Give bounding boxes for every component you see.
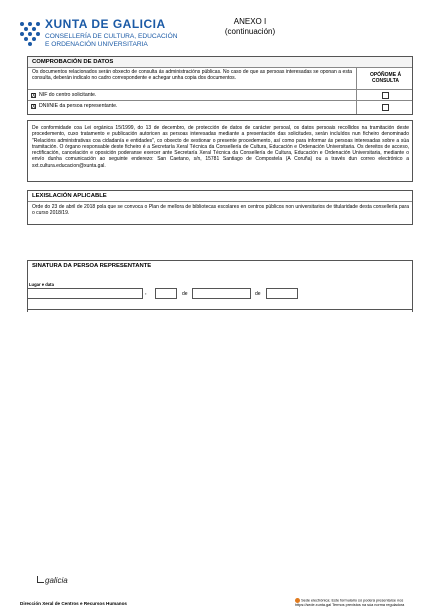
check-row-label: DNI/NIE da persoa representante. bbox=[39, 103, 118, 109]
org-line-2: E ORDENACIÓN UNIVERSITARIA bbox=[45, 41, 148, 48]
data-check-section bbox=[27, 56, 413, 115]
checked-mark[interactable]: X bbox=[32, 104, 36, 110]
place-input[interactable] bbox=[27, 288, 143, 299]
comma-separator: , bbox=[145, 290, 147, 296]
de-separator-2: de bbox=[255, 291, 261, 297]
oppose-checkbox-dni[interactable] bbox=[382, 104, 389, 111]
day-input[interactable] bbox=[155, 288, 177, 299]
galicia-logo bbox=[37, 576, 68, 585]
section-title: LEXISLACIÓN APLICABLE bbox=[28, 191, 412, 202]
data-check-intro: Os documentos relacionados serán obxecto de consulta ás administracións públicas. No caso de que as persoas interesadas se oponan a esta consulta, deberán indicalo no cadro correspondente e achegar unha copia dos documentos. bbox=[32, 69, 352, 82]
de-separator-1: de bbox=[182, 291, 188, 297]
footer-note-line-2: https://sede.xunta.gal Termos previstos na súa norma reguladora bbox=[295, 603, 405, 607]
annex-title: ANEXO I bbox=[233, 17, 267, 26]
section-title: COMPROBACIÓN DE DATOS bbox=[28, 57, 412, 68]
signature-frame bbox=[27, 260, 413, 310]
org-line-1: CONSELLERÍA DE CULTURA, EDUCACIÓN bbox=[45, 33, 178, 40]
place-date-label: Lugar e data bbox=[29, 282, 54, 287]
oppose-column-header: OPÓÑOME Á CONSULTA bbox=[369, 72, 402, 84]
xunta-logo-icon bbox=[18, 20, 42, 46]
org-title: XUNTA DE GALICIA bbox=[45, 17, 166, 31]
footer-note-line-1: Sede electrónica: Este formulario só poderá presentarse nos bbox=[301, 598, 404, 603]
footer-direction: Dirección Xeral de Centros e Recursos Humanos bbox=[20, 601, 127, 606]
logo-corner-icon bbox=[37, 576, 44, 583]
check-row-label: NIF do centro solicitante. bbox=[39, 92, 97, 98]
section-title: SINATURA DA PERSOA REPRESENTANTE bbox=[28, 261, 412, 271]
month-input[interactable] bbox=[192, 288, 251, 299]
privacy-notice bbox=[27, 120, 413, 182]
footer-note bbox=[295, 598, 421, 607]
galicia-logo-text: galicia bbox=[45, 576, 68, 585]
legislation-text: Orde do 23 de abril de 2018 pola que se convoca o Plan de mellora de bibliotecas escolares en centros públicos non universitarios de titularidade desta consellería para o curso 2018/19. bbox=[32, 204, 409, 217]
legislation-section bbox=[27, 190, 413, 225]
year-input[interactable] bbox=[266, 288, 298, 299]
checked-mark[interactable]: X bbox=[32, 93, 36, 99]
check-row-dni bbox=[28, 100, 412, 114]
annex-heading bbox=[200, 17, 300, 37]
oppose-checkbox-nif[interactable] bbox=[382, 92, 389, 99]
privacy-text: De conformidade coa Lei orgánica 15/1999, do 13 de decembro, de protección de datos de carácter persoal, os datos persoais recollidos na tramitación deste procedemento, cuxo tratamento e publicación autoricen as persoas interesadas mediante a presentación das solicitudes, serán incluídos nun ficheiro denominado "Relacións administrativas coa cidadanía e entidades", co obxecto de xestionar o presente procedemento, así como para informar ás persoas interesadas sobre a súa tramitación. O órgano responsable deste ficheiro é a Secretaría Xeral Técnica da Consellería de Cultura, Educación e Ordenación Universitaria. Os dereitos de acceso, rectificación, cancelación e oposición poderanse exercer ante Secretaría Xeral Técnica da Consellería de Cultura, Educación e Ordenación Universitaria, mediante o envío dunha comunicación ao seguinte enderezo: San Caetano, s/n, 15781 Santiago de Compostela (A Coruña) ou a través dun correo electrónico a sxt.cultura.educacion@xunta.gal. bbox=[32, 125, 409, 169]
annex-subtitle: (continuación) bbox=[224, 27, 276, 36]
